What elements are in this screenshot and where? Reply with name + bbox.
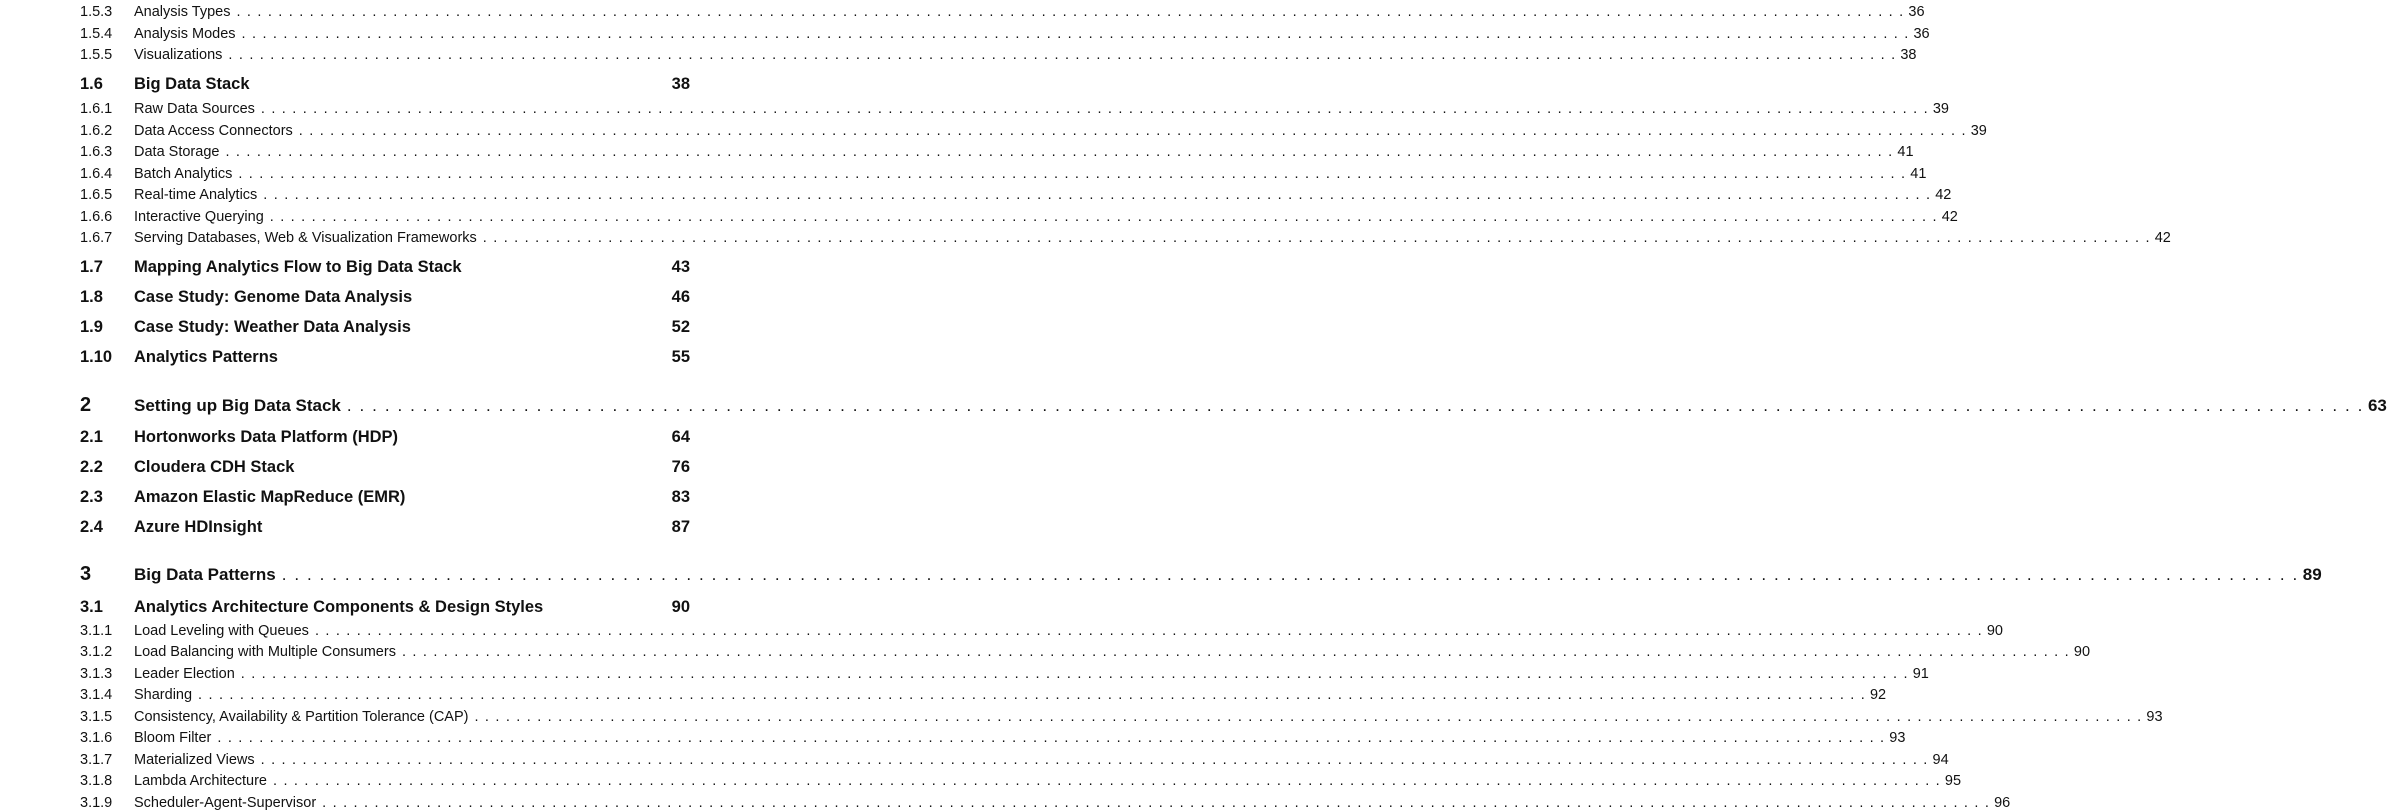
toc-entry-number: 2.1 <box>80 428 103 446</box>
toc-entry-page-number: 96 <box>1994 795 2011 811</box>
toc-entry-number: 1.5.3 <box>80 4 113 20</box>
toc-entry-number: 1.6.1 <box>80 101 113 117</box>
dot-leader: . . . . . . . . . . . . . . . . . . . . . . . . . . . . . . . . . . . . . . . . . . . . . . . . . . . . . . . . . . . . . . . . . . . . . . . . . . . . . . . . . . . . . . . . . . . . . . . . . . . . . . . . . . . . . . . . . . . . . . . . . . . . . . . . . . . . . . . . . . . . . . . . . . . . . . . . . . . . . . . . <box>346 396 2364 415</box>
toc-entry-page-number: 90 <box>671 598 690 616</box>
toc-section-entry[interactable] <box>80 258 690 277</box>
toc-entry-page-number: 92 <box>1869 687 1887 703</box>
toc-subsection-entry[interactable] <box>80 687 1887 703</box>
toc-subsection-entry[interactable] <box>80 47 1917 63</box>
toc-entry-page-number: 90 <box>2073 644 2091 660</box>
toc-entry-title: Leader Election <box>134 666 235 682</box>
toc-entry-page-number: 76 <box>671 458 690 476</box>
toc-entry-number: 1.8 <box>80 288 103 306</box>
toc-entry-title: Data Storage <box>134 144 220 160</box>
toc-subsection-entry[interactable] <box>80 209 1958 225</box>
toc-entry-title: Lambda Architecture <box>134 773 267 789</box>
dot-leader: . . . . . . . . . . . . . . . . . . . . . . . . . . . . . . . . . . . . . . . . . . . . . . . . . . . . . . . . . . . . . . . . . . . . . . . . . . . . . . . . . . . . . . . . . . . . . . . . . . . . . . . . . . . . . . . . . . . . . . . . . . . . . . . . . . . . . . . . . . . . . . . . . . . . . . . . . . . . . . . . <box>273 773 1941 789</box>
toc-entry-title: Cloudera CDH Stack <box>134 458 295 476</box>
toc-entry-title: Sharding <box>134 687 193 703</box>
toc-entry-title: Mapping Analytics Flow to Big Data Stack <box>134 258 462 276</box>
toc-entry-page-number: 89 <box>2302 565 2322 584</box>
toc-entry-page-number: 90 <box>1986 623 2003 639</box>
toc-entry-number: 3.1.7 <box>80 752 113 768</box>
toc-entry-title: Analysis Types <box>134 4 231 20</box>
dot-leader: . . . . . . . . . . . . . . . . . . . . . . . . . . . . . . . . . . . . . . . . . . . . . . . . . . . . . . . . . . . . . . . . . . . . . . . . . . . . . . . . . . . . . . . . . . . . . . . . . . . . . . . . . . . . . . . . . . . . . . . . . . . . . . . . . . . . . . . . . . . . . . . . . . . . . . . . . . . . . . . . <box>401 644 2070 660</box>
toc-entry-title: Data Access Connectors <box>134 123 293 139</box>
toc-entry-number: 3.1.6 <box>80 730 113 746</box>
toc-entry-title: Load Leveling with Queues <box>134 623 309 639</box>
dot-leader: . . . . . . . . . . . . . . . . . . . . . . . . . . . . . . . . . . . . . . . . . . . . . . . . . . . . . . . . . . . . . . . . . . . . . . . . . . . . . . . . . . . . . . . . . . . . . . . . . . . . . . . . . . . . . . . . . . . . . . . . . . . . . . . . . . . . . . . . . . . . . . . . . . . . . . . . . . . . . . . . <box>269 209 1938 225</box>
toc-entry-title: Visualizations <box>134 47 223 63</box>
toc-subsection-entry[interactable] <box>80 4 1925 20</box>
toc-entry-number: 2 <box>80 394 92 416</box>
toc-subsection-entry[interactable] <box>80 666 1929 682</box>
toc-entry-number: 3.1.1 <box>80 623 113 639</box>
toc-section-entry[interactable] <box>80 348 690 367</box>
toc-entry-number: 2.2 <box>80 458 103 476</box>
toc-entry-page-number: 38 <box>671 75 690 93</box>
toc-entry-title: Amazon Elastic MapReduce (EMR) <box>134 488 406 506</box>
toc-entry-page-number: 46 <box>671 288 690 306</box>
toc-entry-number: 1.9 <box>80 318 103 336</box>
toc-chapter-entry[interactable] <box>80 563 2322 586</box>
toc-entry-page-number: 93 <box>2146 709 2163 725</box>
toc-subsection-entry[interactable] <box>80 166 1927 182</box>
toc-subsection-entry[interactable] <box>80 709 2163 725</box>
toc-subsection-entry[interactable] <box>80 187 1952 203</box>
dot-leader: . . . . . . . . . . . . . . . . . . . . . . . . . . . . . . . . . . . . . . . . . . . . . . . . . . . . . . . . . . . . . . . . . . . . . . . . . . . . . . . . . . . . . . . . . . . . . . . . . . . . . . . . . . . . . . . . . . . . . . . . . . . . . . . . . . . . . . . . . . . . . . . . . . . . . . . . . . . . . . . . <box>225 144 1894 160</box>
toc-entry-page-number: 43 <box>671 258 690 276</box>
toc-entry-number: 1.7 <box>80 258 103 276</box>
toc-entry-title: Consistency, Availability & Partition Tolerance (CAP) <box>134 709 469 725</box>
dot-leader: . . . . . . . . . . . . . . . . . . . . . . . . . . . . . . . . . . . . . . . . . . . . . . . . . . . . . . . . . . . . . . . . . . . . . . . . . . . . . . . . . . . . . . . . . . . . . . . . . . . . . . . . . . . . . . . . . . . . . . . . . . . . . . . . . . . . . . . . . . . . . . . . . . . . . . . . . . . . . . . . <box>281 565 2299 584</box>
toc-entry-number: 3.1.3 <box>80 666 113 682</box>
toc-subsection-entry[interactable] <box>80 144 1914 160</box>
toc-entry-title: Hortonworks Data Platform (HDP) <box>134 428 399 446</box>
dot-leader: . . . . . . . . . . . . . . . . . . . . . . . . . . . . . . . . . . . . . . . . . . . . . . . . . . . . . . . . . . . . . . . . . . . . . . . . . . . . . . . . . . . . . . . . . . . . . . . . . . . . . . . . . . . . . . . . . . . . . . . . . . . . . . . . . . . . . . . . . . . . . . . . . . . . . . . . . . . . . . . . <box>228 47 1897 63</box>
toc-subsection-entry[interactable] <box>80 26 1930 42</box>
toc-entry-page-number: 42 <box>2154 230 2171 246</box>
dot-leader: . . . . . . . . . . . . . . . . . . . . . . . . . . . . . . . . . . . . . . . . . . . . . . . . . . . . . . . . . . . . . . . . . . . . . . . . . . . . . . . . . . . . . . . . . . . . . . . . . . . . . . . . . . . . . . . . . . . . . . . . . . . . . . . . . . . . . . . . . . . . . . . . . . . . . . . . . . . . . . . . <box>198 687 1866 703</box>
toc-subsection-entry[interactable] <box>80 752 1949 768</box>
toc-entry-number: 1.6.2 <box>80 123 113 139</box>
dot-leader: . . . . . . . . . . . . . . . . . . . . . . . . . . . . . . . . . . . . . . . . . . . . . . . . . . . . . . . . . . . . . . . . . . . . . . . . . . . . . . . . . . . . . . . . . . . . . . . . . . . . . . . . . . . . . . . . . . . . . . . . . . . . . . . . . . . . . . . . . . . . . . . . . . . . . . . . . . . . . . . . <box>298 123 1967 139</box>
toc-entry-page-number: 94 <box>1932 752 1949 768</box>
toc-section-entry[interactable] <box>80 598 690 617</box>
toc-entry-title: Raw Data Sources <box>134 101 255 117</box>
toc-entry-number: 3.1.5 <box>80 709 113 725</box>
toc-entry-number: 1.6.4 <box>80 166 113 182</box>
toc-section-entry[interactable] <box>80 428 690 447</box>
toc-entry-page-number: 39 <box>1932 101 1949 117</box>
toc-entry-page-number: 41 <box>1910 166 1927 182</box>
toc-entry-number: 1.6.7 <box>80 230 113 246</box>
toc-entry-number: 1.10 <box>80 348 113 366</box>
toc-subsection-entry[interactable] <box>80 123 1987 139</box>
toc-entry-title: Azure HDInsight <box>134 518 263 536</box>
toc-entry-number: 1.6.3 <box>80 144 113 160</box>
toc-entry-title: Analytics Architecture Components & Design Styles <box>134 598 544 616</box>
toc-entry-title: Big Data Patterns <box>134 565 276 584</box>
toc-section-entry[interactable] <box>80 488 690 507</box>
dot-leader: . . . . . . . . . . . . . . . . . . . . . . . . . . . . . . . . . . . . . . . . . . . . . . . . . . . . . . . . . . . . . . . . . . . . . . . . . . . . . . . . . . . . . . . . . . . . . . . . . . . . . . . . . . . . . . . . . . . . . . . . . . . . . . . . . . . . . . . . . . . . . . . . . . . . . . . . . . . . . . . . <box>314 623 1983 639</box>
toc-entry-page-number: 87 <box>671 518 690 536</box>
toc-entry-number: 1.5.5 <box>80 47 113 63</box>
dot-leader: . . . . . . . . . . . . . . . . . . . . . . . . . . . . . . . . . . . . . . . . . . . . . . . . . . . . . . . . . . . . . . . . . . . . . . . . . . . . . . . . . . . . . . . . . . . . . . . . . . . . . . . . . . . . . . . . . . . . . . . . . . . . . . . . . . . . . . . . . . . . . . . . . . . . . . . . . . . . . . . . <box>263 187 1932 203</box>
toc-subsection-entry[interactable] <box>80 730 1906 746</box>
toc-entry-number: 2.4 <box>80 518 103 536</box>
toc-entry-number: 3.1.8 <box>80 773 113 789</box>
toc-entry-title: Materialized Views <box>134 752 255 768</box>
toc-entry-number: 2.3 <box>80 488 103 506</box>
toc-entry-number: 1.6.5 <box>80 187 113 203</box>
toc-chapter-entry[interactable] <box>80 394 2387 417</box>
toc-entry-page-number: 36 <box>1913 26 1930 42</box>
toc-entry-page-number: 39 <box>1970 123 1987 139</box>
toc-entry-number: 3.1 <box>80 598 103 616</box>
toc-entry-page-number: 55 <box>671 348 690 366</box>
toc-entry-title: Real-time Analytics <box>134 187 258 203</box>
dot-leader: . . . . . . . . . . . . . . . . . . . . . . . . . . . . . . . . . . . . . . . . . . . . . . . . . . . . . . . . . . . . . . . . . . . . . . . . . . . . . . . . . . . . . . . . . . . . . . . . . . . . . . . . . . . . . . . . . . . . . . . . . . . . . . . . . . . . . . . . . . . . . . . . . . . . . . . . . . . . . . . . <box>240 666 1909 682</box>
toc-entry-number: 3.1.9 <box>80 795 113 811</box>
toc-subsection-entry[interactable] <box>80 795 2011 811</box>
dot-leader: . . . . . . . . . . . . . . . . . . . . . . . . . . . . . . . . . . . . . . . . . . . . . . . . . . . . . . . . . . . . . . . . . . . . . . . . . . . . . . . . . . . . . . . . . . . . . . . . . . . . . . . . . . . . . . . . . . . . . . . . . . . . . . . . . . . . . . . . . . . . . . . . . . . . . . . . . . . . . . . . <box>236 4 1905 20</box>
dot-leader: . . . . . . . . . . . . . . . . . . . . . . . . . . . . . . . . . . . . . . . . . . . . . . . . . . . . . . . . . . . . . . . . . . . . . . . . . . . . . . . . . . . . . . . . . . . . . . . . . . . . . . . . . . . . . . . . . . . . . . . . . . . . . . . . . . . . . . . . . . . . . . . . . . . . . . . . . . . . . . . . <box>482 230 2151 246</box>
toc-entry-title: Load Balancing with Multiple Consumers <box>134 644 396 660</box>
toc-entry-page-number: 91 <box>1912 666 1929 682</box>
toc-entry-title: Analysis Modes <box>134 26 236 42</box>
toc-entry-title: Interactive Querying <box>134 209 264 225</box>
toc-entry-title: Bloom Filter <box>134 730 212 746</box>
toc-entry-title: Batch Analytics <box>134 166 233 182</box>
toc-entry-page-number: 38 <box>1900 47 1917 63</box>
toc-section-entry[interactable] <box>80 518 690 537</box>
toc-section-entry[interactable] <box>80 288 690 307</box>
toc-entry-number: 3.1.4 <box>80 687 113 703</box>
toc-entry-title: Setting up Big Data Stack <box>134 396 341 415</box>
dot-leader: . . . . . . . . . . . . . . . . . . . . . . . . . . . . . . . . . . . . . . . . . . . . . . . . . . . . . . . . . . . . . . . . . . . . . . . . . . . . . . . . . . . . . . . . . . . . . . . . . . . . . . . . . . . . . . . . . . . . . . . . . . . . . . . . . . . . . . . . . . . . . . . . . . . . . . . . . . . . . . . . <box>217 730 1886 746</box>
toc-entry-page-number: 41 <box>1897 144 1914 160</box>
dot-leader: . . . . . . . . . . . . . . . . . . . . . . . . . . . . . . . . . . . . . . . . . . . . . . . . . . . . . . . . . . . . . . . . . . . . . . . . . . . . . . . . . . . . . . . . . . . . . . . . . . . . . . . . . . . . . . . . . . . . . . . . . . . . . . . . . . . . . . . . . . . . . . . . . . . . . . . . . . . . . . . . <box>260 101 1929 117</box>
toc-entry-page-number: 83 <box>671 488 690 506</box>
toc-entry-number: 3 <box>80 563 92 585</box>
toc-entry-number: 1.5.4 <box>80 26 113 42</box>
toc-subsection-entry[interactable] <box>80 773 1962 789</box>
toc-entry-title: Big Data Stack <box>134 75 250 93</box>
dot-leader: . . . . . . . . . . . . . . . . . . . . . . . . . . . . . . . . . . . . . . . . . . . . . . . . . . . . . . . . . . . . . . . . . . . . . . . . . . . . . . . . . . . . . . . . . . . . . . . . . . . . . . . . . . . . . . . . . . . . . . . . . . . . . . . . . . . . . . . . . . . . . . . . . . . . . . . . . . . . . . . . <box>241 26 1910 42</box>
toc-entry-title: Analytics Patterns <box>134 348 278 366</box>
toc-entry-page-number: 93 <box>1889 730 1906 746</box>
toc-entry-title: Scheduler-Agent-Supervisor <box>134 795 317 811</box>
toc-entry-page-number: 42 <box>1941 209 1958 225</box>
toc-entry-page-number: 63 <box>2367 396 2387 415</box>
dot-leader: . . . . . . . . . . . . . . . . . . . . . . . . . . . . . . . . . . . . . . . . . . . . . . . . . . . . . . . . . . . . . . . . . . . . . . . . . . . . . . . . . . . . . . . . . . . . . . . . . . . . . . . . . . . . . . . . . . . . . . . . . . . . . . . . . . . . . . . . . . . . . . . . . . . . . . . . . . . . . . . . <box>322 795 1991 811</box>
toc-entry-page-number: 95 <box>1944 773 1962 789</box>
toc-entry-title: Case Study: Genome Data Analysis <box>134 288 413 306</box>
dot-leader: . . . . . . . . . . . . . . . . . . . . . . . . . . . . . . . . . . . . . . . . . . . . . . . . . . . . . . . . . . . . . . . . . . . . . . . . . . . . . . . . . . . . . . . . . . . . . . . . . . . . . . . . . . . . . . . . . . . . . . . . . . . . . . . . . . . . . . . . . . . . . . . . . . . . . . . . . . . . . . . . <box>238 166 1907 182</box>
toc-entry-page-number: 42 <box>1935 187 1952 203</box>
toc-entry-title: Case Study: Weather Data Analysis <box>134 318 411 336</box>
toc-entry-page-number: 36 <box>1908 4 1925 20</box>
dot-leader: . . . . . . . . . . . . . . . . . . . . . . . . . . . . . . . . . . . . . . . . . . . . . . . . . . . . . . . . . . . . . . . . . . . . . . . . . . . . . . . . . . . . . . . . . . . . . . . . . . . . . . . . . . . . . . . . . . . . . . . . . . . . . . . . . . . . . . . . . . . . . . . . . . . . . . . . . . . . . . . . <box>260 752 1929 768</box>
toc-entry-number: 3.1.2 <box>80 644 113 660</box>
dot-leader: . . . . . . . . . . . . . . . . . . . . . . . . . . . . . . . . . . . . . . . . . . . . . . . . . . . . . . . . . . . . . . . . . . . . . . . . . . . . . . . . . . . . . . . . . . . . . . . . . . . . . . . . . . . . . . . . . . . . . . . . . . . . . . . . . . . . . . . . . . . . . . . . . . . . . . . . . . . . . . . . <box>474 709 2143 725</box>
toc-section-entry[interactable] <box>80 75 690 94</box>
toc-entry-number: 1.6 <box>80 75 103 93</box>
toc-subsection-entry[interactable] <box>80 230 2171 246</box>
toc-entry-page-number: 64 <box>671 428 690 446</box>
toc-entry-title: Serving Databases, Web & Visualization Frameworks <box>134 230 477 246</box>
toc-entry-page-number: 52 <box>671 318 690 336</box>
toc-subsection-entry[interactable] <box>80 644 2091 660</box>
toc-section-entry[interactable] <box>80 458 690 477</box>
toc-entry-number: 1.6.6 <box>80 209 113 225</box>
toc-section-entry[interactable] <box>80 318 690 337</box>
toc-subsection-entry[interactable] <box>80 101 1949 117</box>
toc-subsection-entry[interactable] <box>80 623 2003 639</box>
